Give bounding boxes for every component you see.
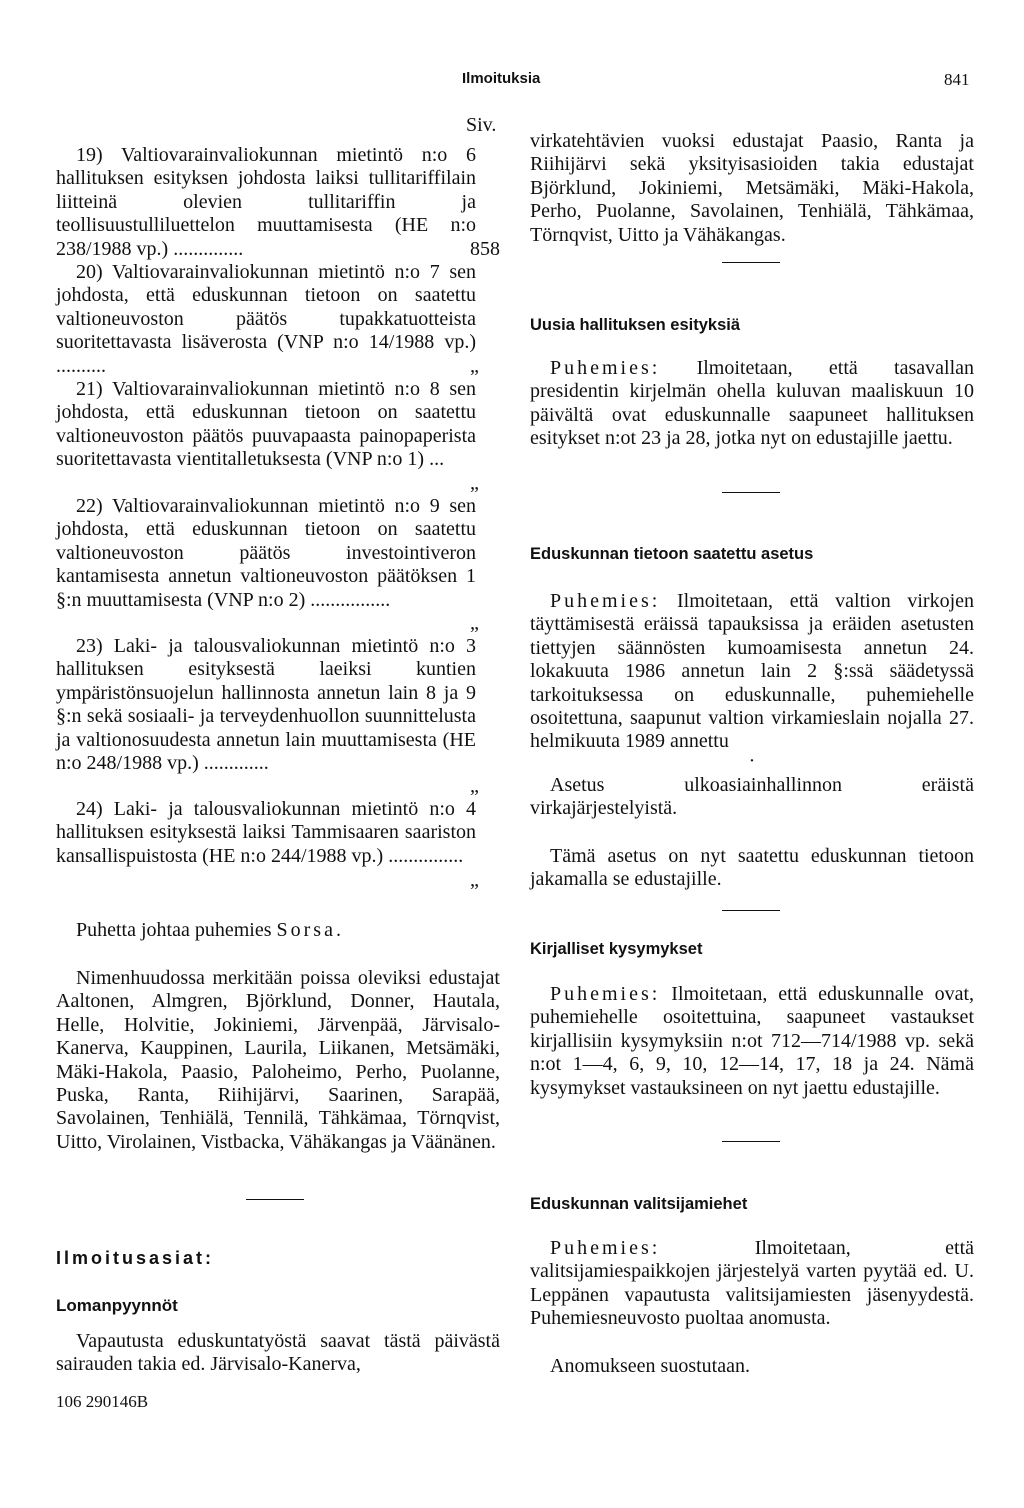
entry-page-ref: 858 — [470, 238, 500, 260]
list-item — [56, 635, 476, 798]
speaker-label: Puhemies: — [550, 357, 661, 379]
section-divider — [722, 492, 780, 493]
rollcall-paragraph — [56, 967, 500, 1154]
subheading: Lomanpyynnöt — [56, 1296, 178, 1315]
section-3-body — [530, 983, 974, 1100]
entries-list — [56, 144, 496, 892]
list-item — [56, 378, 476, 495]
continued-text: virkatehtävien vuoksi edustajat Paasio, Ranta ja Riihijärvi sekä yksityisasioiden takia edustajat Björklund, Jokiniemi, Metsämäki, Mäki-Hakola, Perho, Puolanne, Savolainen, Tenhiälä, Tähkämaa, Törnqvist, Uitto ja Vähäkangas. — [530, 130, 974, 246]
entry-text: 24) Laki- ja talousvaliokunnan mietintö n:o 4 hallituksen esityksestä laiksi Tammisaaren saariston kansallispuistosta (HE n:o 244/1988 vp.) ............... — [56, 798, 476, 867]
section-divider — [722, 262, 780, 263]
decree-note: Tämä asetus on nyt saatettu eduskunnan tietoon jakamalla se edustajille. — [530, 844, 974, 891]
chair-name: Sorsa. — [276, 919, 344, 941]
section-divider — [722, 1141, 780, 1142]
speaker-label: Puhemies: — [550, 983, 661, 1005]
section-1-text: Ilmoitetaan, että tasavallan presidentin kirjelmän ohella kuluvan maaliskuun 10 päivältä ovat eduskunnalle saapuneet hallituksen esitykset n:ot 23 ja 28, jotka nyt on edustajille jaettu. — [530, 357, 974, 450]
section-heading-3: Kirjalliset kysymykset — [530, 940, 703, 958]
page-number: 841 — [944, 70, 970, 89]
entry-text: 20) Valtiovarainvaliokunnan mietintö n:o 7 sen johdosta, että eduskunnan tietoon on saatettu valtioneuvoston päätös tupakkatuotteista suoritettavasta lisäverosta (VNP n:o 14/1988 vp.) .......... — [56, 261, 476, 377]
section-4-text: Ilmoitetaan, että valitsijamiespaikkojen järjestelyä varten pyytää ed. U. Leppänen vapautusta valitsijamiesten jäsenyydestä. Puhemiesneuvosto puoltaa anomusta. — [530, 1237, 974, 1330]
entry-text: 21) Valtiovarainvaliokunnan mietintö n:o 8 sen johdosta, että eduskunnan tietoon on saatettu valtioneuvoston päätös puuvapaasta painopaperista suoritettavasta vientitalletuksesta (VNP n:o 1) ... — [56, 378, 476, 471]
leave-text: Vapautusta eduskuntatyöstä saavat tästä päivästä sairauden takia ed. Järvisalo-Kanerva, — [56, 1330, 500, 1376]
speaker-label: Puhemies: — [550, 590, 661, 612]
list-item — [56, 144, 476, 261]
chair-prefix: Puhetta johtaa puhemies — [76, 919, 272, 941]
entry-text: 19) Valtiovarainvaliokunnan mietintö n:o 6 hallituksen esityksen johdosta laiksi tullitariffilain liitteinä olevien tullitariffin ja teollisuustulliluettelon muuttamisesta (HE n:o 238/1988 vp.) .............. — [56, 144, 476, 260]
section-4-body — [530, 1237, 974, 1378]
entry-page-ref: „ — [470, 472, 479, 494]
speaker-label: Puhemies: — [550, 1237, 661, 1259]
rollcall-text: Nimenhuudossa merkitään poissa oleviksi edustajat Aaltonen, Almgren, Björklund, Donner, Hautala, Helle, Holvitie, Jokiniemi, Järvenpää, Järvisalo-Kanerva, Kauppinen, Laurila, Liikanen, Metsämäki, Mäki-Hakola, Paasio, Paloheimo, Perho, Puolanne, Puska, Ranta, Riihijärvi, Saarinen, Sarapää, Savolainen, Tenhiälä, Tennilä, Tähkämaa, Törnqvist, Uitto, Virolainen, Vistbacka, Vähäkangas ja Väänänen. — [56, 967, 500, 1153]
entry-page-ref: „ — [470, 355, 479, 377]
list-item — [56, 495, 476, 635]
entry-page-ref: „ — [470, 869, 479, 891]
section-divider — [722, 910, 780, 911]
decree-title: Asetus ulkoasiainhallinnon eräistä virkajärjestelyistä. — [530, 773, 974, 820]
running-header-title: Ilmoituksia — [462, 70, 541, 87]
list-item — [56, 798, 476, 892]
section-2-body — [530, 590, 974, 891]
print-code: 106 290146B — [56, 1392, 149, 1411]
section-heading-2: Eduskunnan tietoon saatettu asetus — [530, 545, 814, 563]
leave-paragraph — [56, 1330, 500, 1377]
section-2-text: Ilmoitetaan, että valtion virkojen täyttämisestä eräissä tapauksissa ja eräiden asetusten tiettyjen säännösten kumoamisesta annetun 24. lokakuuta 1986 annetun lain 2 §:ssä säädetyssä tarkoituksessa on eduskunnalle, puhemiehelle osoitettuna, saapunut valtion virkamieslain nojalla 27. helmikuuta 1989 annettu — [530, 590, 975, 753]
section-1-body — [530, 357, 974, 451]
continued-paragraph — [530, 130, 974, 247]
chair-line — [56, 919, 500, 942]
entry-text: 23) Laki- ja talousvaliokunnan mietintö n:o 3 hallituksen esityksestä laeiksi kuntien ympäristönsuojelun hallinnosta annetun lain 8 ja 9 §:n sekä sosiaali- ja terveydenhuollon suunnittelusta ja valtionosuudesta annetun lain muuttamisesta (HE n:o 248/1988 vp.) ............. — [56, 635, 476, 775]
page-column-label: Siv. — [466, 114, 497, 136]
section-heading-1: Uusia hallituksen esityksiä — [530, 316, 741, 334]
decision-text: Anomukseen suostutaan. — [550, 1354, 750, 1377]
list-item — [56, 261, 476, 378]
section-heading: Ilmoitusasiat: — [56, 1248, 215, 1268]
bullet-dot: · — [748, 749, 756, 772]
entry-page-ref: „ — [470, 612, 479, 634]
section-heading-4: Eduskunnan valitsijamiehet — [530, 1195, 748, 1213]
entry-page-ref: „ — [470, 775, 479, 797]
section-3-text: Ilmoitetaan, että eduskunnalle ovat, puhemiehelle osoitettuina, saapuneet vastaukset kirjallisiin kysymyksiin n:ot 712—714/1988 vp. sekä n:ot 1—4, 6, 9, 10, 12—14, 17, 18 ja 24. Nämä kysymykset vastauksineen on nyt jaettu edustajille. — [530, 983, 974, 1099]
section-divider — [246, 1199, 304, 1200]
entry-text: 22) Valtiovarainvaliokunnan mietintö n:o 9 sen johdosta, että eduskunnan tietoon on saatettu valtioneuvoston päätös investointiveron kantamisesta annetun valtioneuvoston päätöksen 1 §:n muuttamisesta (VNP n:o 2) ................ — [56, 495, 476, 611]
